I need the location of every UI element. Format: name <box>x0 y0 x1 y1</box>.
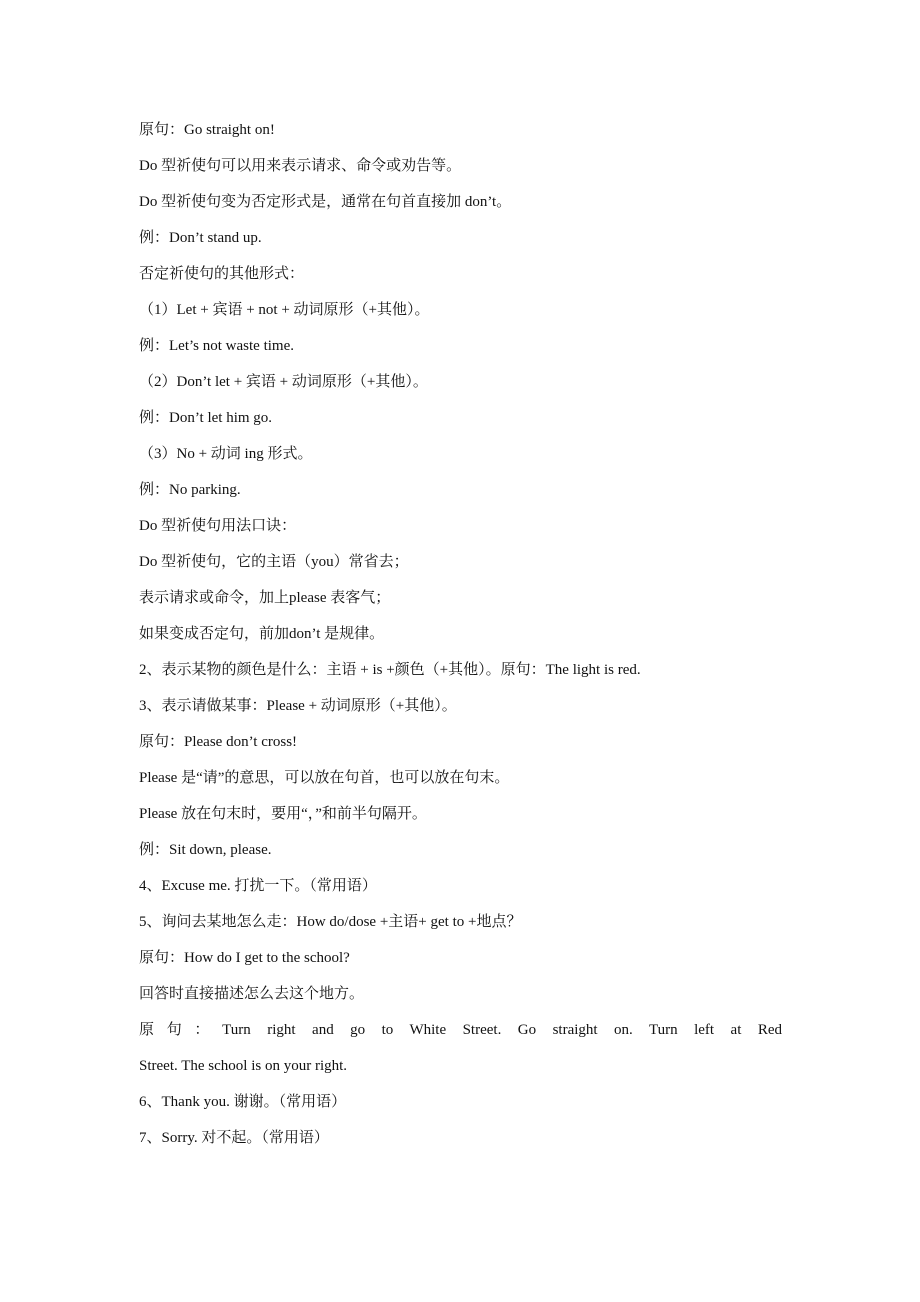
text-line: 原句：How do I get to the school? <box>139 950 350 966</box>
text-line: 例：Sit down, please. <box>139 842 272 858</box>
text-line: 原句：Go straight on! <box>139 122 275 138</box>
text-line: 回答时直接描述怎么去这个地方。 <box>139 986 365 1002</box>
document-body <box>139 112 782 1156</box>
text-line: Do 型祈使句变为否定形式是，通常在句首直接加 don’t。 <box>139 194 512 210</box>
text-line: Do 型祈使句，它的主语（you）常省去； <box>139 554 409 570</box>
text-line: 原句：Turn right and go to White Street. Go straight on. Turn left at Red <box>139 1022 782 1038</box>
text-line: Do 型祈使句用法口诀： <box>139 518 297 534</box>
text-line: Please 放在句末时，要用“，”和前半句隔开。 <box>139 806 427 822</box>
text-line: 例：Let’s not waste time. <box>139 338 294 354</box>
text-line: Street. The school is on your right. <box>139 1058 348 1074</box>
text-line: 例：Don’t let him go. <box>139 410 273 426</box>
text-line: 7、Sorry. 对不起。（常用语） <box>139 1130 329 1146</box>
text-line: （2）Don’t let + 宾语 + 动词原形（+其他）。 <box>139 374 428 390</box>
text-line: 3、表示请做某事：Please + 动词原形（+其他）。 <box>139 698 457 714</box>
text-line: 如果变成否定句，前加don’t 是规律。 <box>139 626 385 642</box>
text-line: 2、表示某物的颜色是什么：主语 + is +颜色（+其他）。原句：The light is red. <box>139 662 641 678</box>
text-line: Do 型祈使句可以用来表示请求、命令或劝告等。 <box>139 158 462 174</box>
text-line: 原句：Please don’t cross! <box>139 734 298 750</box>
text-line: 例：No parking. <box>139 482 241 498</box>
text-line: 否定祈使句的其他形式： <box>139 266 305 282</box>
text-line: 5、询问去某地怎么走：How do/dose +主语+ get to +地点？ <box>139 914 522 930</box>
text-line: 表示请求或命令，加上please 表客气； <box>139 590 391 606</box>
text-line: Please 是“请”的意思，可以放在句首，也可以放在句末。 <box>139 770 510 786</box>
text-line: 6、Thank you. 谢谢。（常用语） <box>139 1094 347 1110</box>
text-line: 例：Don’t stand up. <box>139 230 262 246</box>
text-line: （1）Let + 宾语 + not + 动词原形（+其他）。 <box>139 302 430 318</box>
text-line: （3）No + 动词 ing 形式。 <box>139 446 313 462</box>
text-line: 4、Excuse me. 打扰一下。（常用语） <box>139 878 377 894</box>
